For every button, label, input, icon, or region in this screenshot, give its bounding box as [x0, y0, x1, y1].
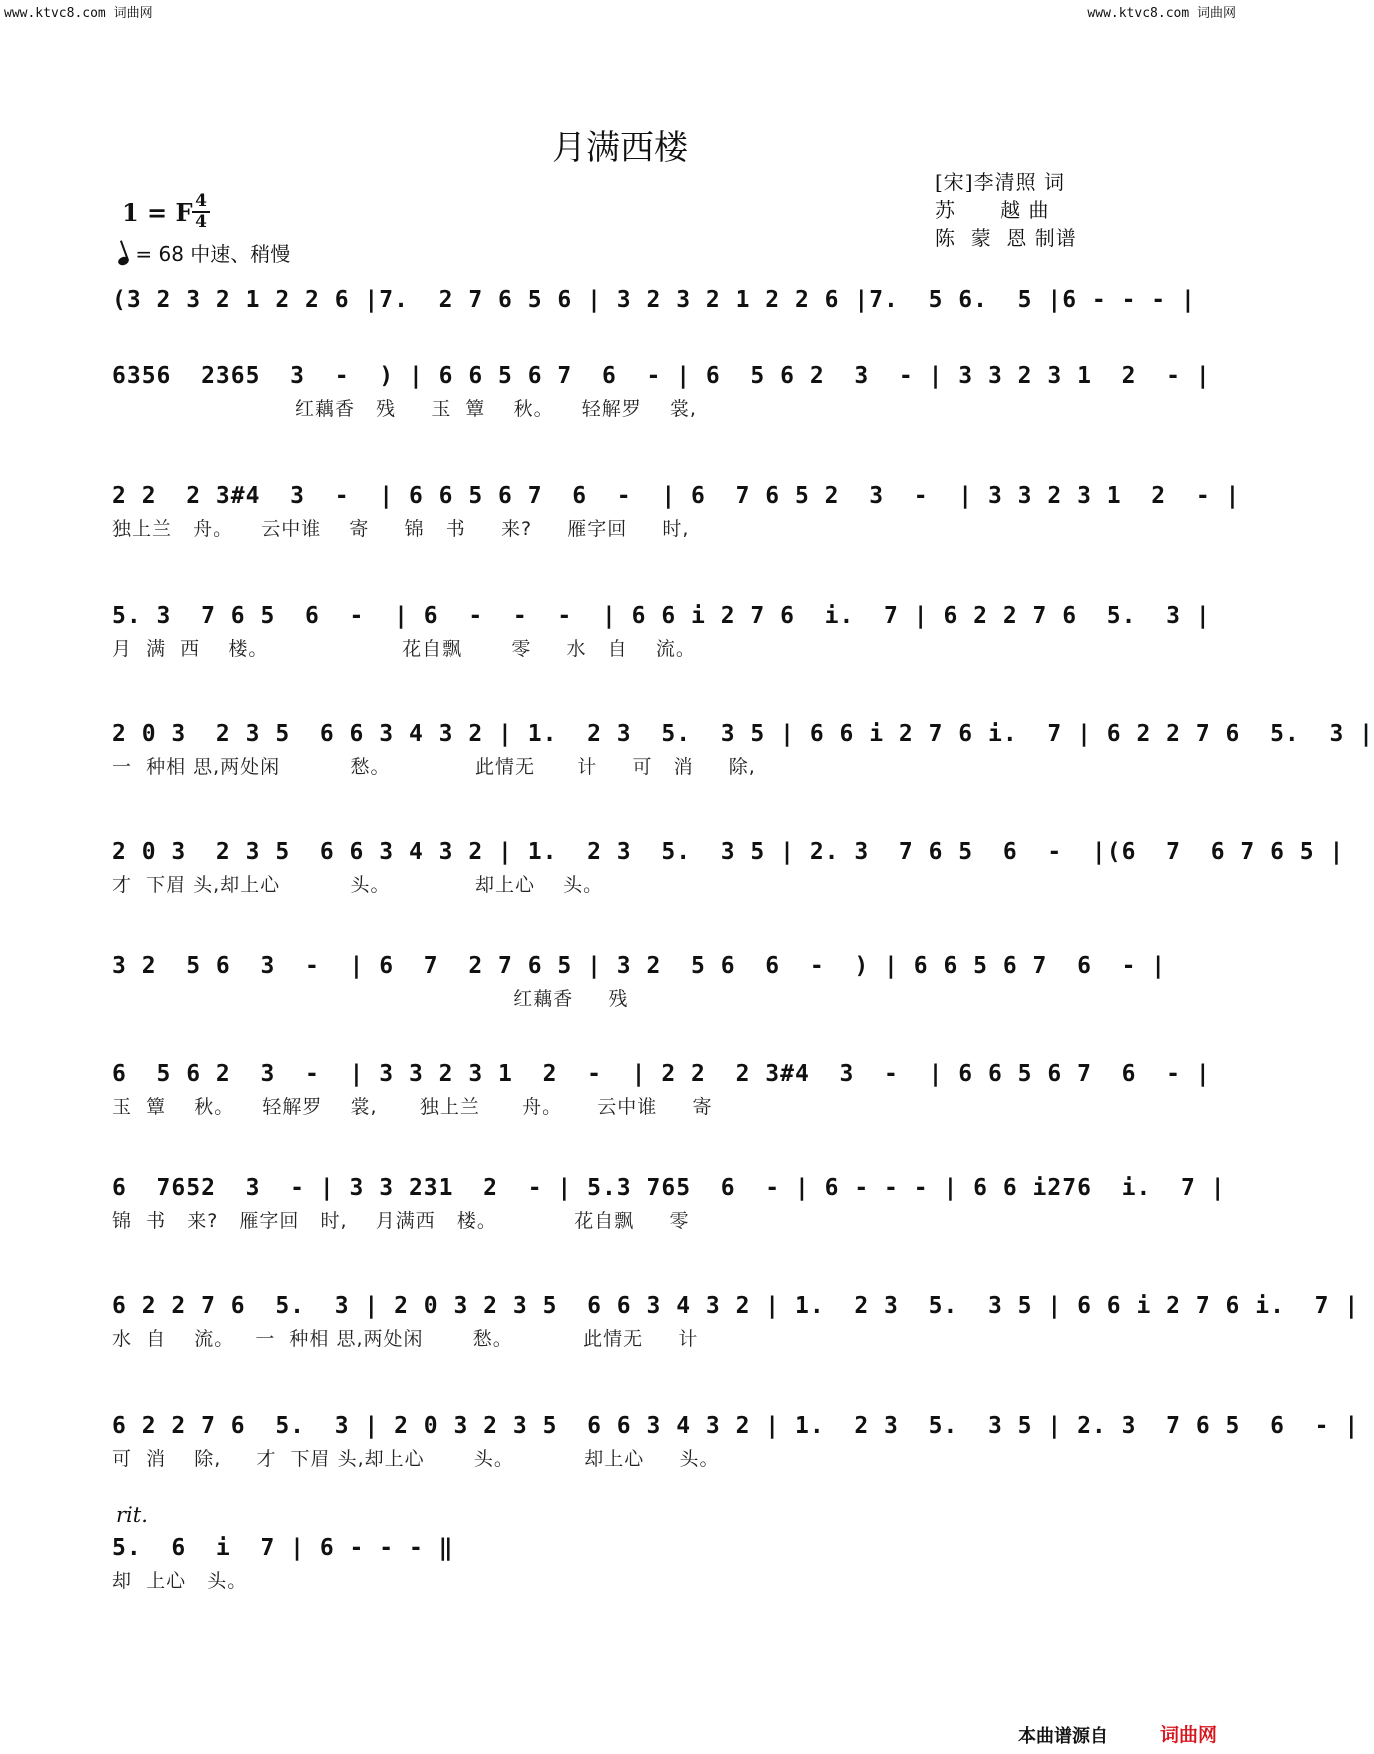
score-system-3 — [112, 478, 1241, 544]
notation-line: 5. 6 i 7 | 6 - - - ‖ — [112, 1535, 454, 1561]
score-system-7 — [112, 948, 1167, 1014]
lyrics-line: 可 消 除, 才 下眉 头,却上心 头。 却上心 头。 — [112, 1448, 720, 1470]
notation-line: 5. 3 7 6 5 6 - | 6 - - - | 6 6 i 2 7 6 i. 7 | 6 2 2 7 6 5. 3 | — [112, 603, 1211, 629]
header-site-left: www.ktvc8.com 词曲网 — [4, 6, 153, 21]
ritardando-marking: rit. — [116, 1503, 148, 1527]
notation-line: 6 5 6 2 3 - | 3 3 2 3 1 2 - | 2 2 2 3#4 3 - | 6 6 5 6 7 6 - | — [112, 1061, 1211, 1087]
score-system-12 — [112, 1530, 1122, 1596]
lyrics-line: 玉 簟 秋。 轻解罗 裳, 独上兰 舟。 云中谁 寄 — [112, 1096, 713, 1118]
credit-lyricist: [宋]李清照 词 — [935, 170, 1065, 194]
lyrics-line: 却 上心 头。 — [112, 1570, 248, 1592]
lyrics-line — [112, 318, 1122, 348]
credit-composer: 苏 越 曲 — [935, 198, 1050, 222]
time-signature-bottom: 4 — [195, 212, 207, 232]
quarter-note-icon — [117, 255, 130, 266]
notation-line: 6 2 2 7 6 5. 3 | 2 0 3 2 3 5 6 6 3 4 3 2 | 1. 2 3 5. 3 5 | 6 6 i 2 7 6 i. 7 | — [112, 1293, 1360, 1319]
notation-line: 6 2 2 7 6 5. 3 | 2 0 3 2 3 5 6 6 3 4 3 2 | 1. 2 3 5. 3 5 | 2. 3 7 6 5 6 - | — [112, 1413, 1360, 1439]
lyrics-line: 水 自 流。 一 种相 思,两处闲 愁。 此情无 计 — [112, 1328, 699, 1350]
lyrics-line: 一 种相 思,两处闲 愁。 此情无 计 可 消 除, — [112, 756, 756, 778]
score-system-6 — [112, 834, 1345, 900]
notation-line: 2 0 3 2 3 5 6 6 3 4 3 2 | 1. 2 3 5. 3 5 | 6 6 i 2 7 6 i. 7 | 6 2 2 7 6 5. 3 | — [112, 721, 1374, 747]
notation-line: 6 7652 3 - | 3 3 231 2 - | 5.3 765 6 - | 6 - - - | 6 6 i276 i. 7 | — [112, 1175, 1226, 1201]
lyrics-line: 月 满 西 楼。 花自飘 零 水 自 流。 — [112, 638, 696, 660]
score-system-5 — [112, 716, 1374, 782]
notation-line: 2 2 2 3#4 3 - | 6 6 5 6 7 6 - | 6 7 6 5 2 3 - | 3 3 2 3 1 2 - | — [112, 483, 1241, 509]
key-signature: 1 = F — [122, 198, 193, 227]
header-site-right: www.ktvc8.com 词曲网 — [1087, 6, 1236, 21]
footer-site-logo[interactable]: 词曲网 — [1160, 1724, 1218, 1746]
score-system-9 — [112, 1170, 1226, 1236]
song-title: 月满西楼 — [552, 128, 688, 168]
notation-line: 3 2 5 6 3 - | 6 7 2 7 6 5 | 3 2 5 6 6 - ) | 6 6 5 6 7 6 - | — [112, 953, 1167, 979]
credit-arranger: 陈 蒙 恩 制谱 — [935, 226, 1077, 250]
time-signature — [192, 192, 210, 232]
score-system-11 — [112, 1408, 1360, 1474]
score-system-2 — [112, 358, 1211, 424]
lyrics-line: 独上兰 舟。 云中谁 寄 锦 书 来? 雁字回 时, — [112, 518, 690, 540]
notation-line: (3 2 3 2 1 2 2 6 |7. 2 7 6 5 6 | 3 2 3 2 1 2 2 6 |7. 5 6. 5 |6 - - - | — [112, 287, 1196, 313]
lyrics-line: 红藕香 残 玉 簟 秋。 轻解罗 裳, — [112, 398, 697, 420]
lyrics-line: 锦 书 来? 雁字回 时, 月满西 楼。 花自飘 零 — [112, 1210, 690, 1232]
time-signature-top: 4 — [195, 191, 207, 211]
lyrics-line: 红藕香 残 — [112, 988, 629, 1010]
notation-line: 6356 2365 3 - ) | 6 6 5 6 7 6 - | 6 5 6 2 3 - | 3 3 2 3 1 2 - | — [112, 363, 1211, 389]
notation-line: 2 0 3 2 3 5 6 6 3 4 3 2 | 1. 2 3 5. 3 5 | 2. 3 7 6 5 6 - |(6 7 6 7 6 5 | — [112, 839, 1345, 865]
score-system-4 — [112, 598, 1211, 664]
footer-source-text: 本曲谱源自 — [1018, 1726, 1108, 1747]
tempo-text: = 68 中速、稍慢 — [135, 242, 291, 266]
credits — [935, 168, 1077, 252]
lyrics-line: 才 下眉 头,却上心 头。 却上心 头。 — [112, 874, 604, 896]
score-system-10 — [112, 1288, 1360, 1354]
tempo-marking — [118, 238, 290, 267]
score-system-1 — [112, 282, 1196, 348]
score-system-8 — [112, 1056, 1211, 1122]
